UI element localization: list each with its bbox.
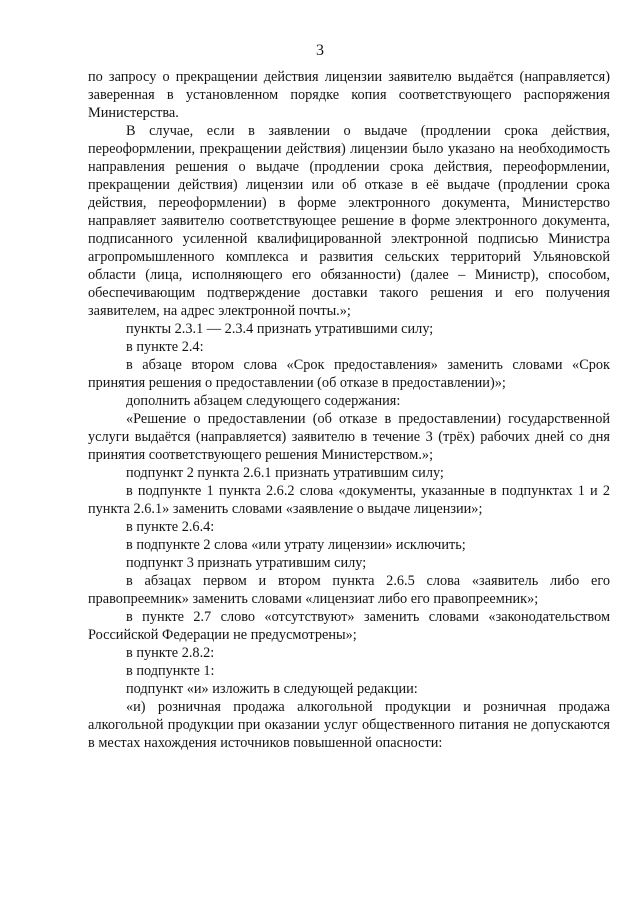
paragraph: В случае, если в заявлении о выдаче (продлении срока действия, переоформлении, прекращении действия) лицензии было указано на необходимость направления решения о выдаче (продлении срока действия, переоформлении, прекращении действия) лицензии или об отказе в её выдаче (продлении срока действия, переоформлении) в форме электронного документа, Министерство направляет заявителю соответствующее решение в форме электронного документа, подписанного усиленной квалифицированной электронной подписью Министра агропромышленного комплекса и развития сельских территорий Ульяновской области (лица, исполняющего его обязанности) (далее – Министр), способом, обеспечивающим подтверждение доставки такого решения и его получения заявителем, на адрес электронной почты.»; bbox=[88, 123, 610, 319]
paragraph: подпункт 2 пункта 2.6.1 признать утратившим силу; bbox=[126, 465, 444, 481]
paragraph: в пункте 2.4: bbox=[126, 339, 204, 355]
paragraph: «Решение о предоставлении (об отказе в предоставлении) государственной услуги выдаётся (направляется) заявителю в течение 3 (трёх) рабочих дней со дня принятия соответствующего решения Министерством.»; bbox=[88, 411, 610, 463]
paragraph: в пункте 2.7 слово «отсутствуют» заменить словами «законодательством Российской Федерации не предусмотрены»; bbox=[88, 609, 610, 643]
paragraph: в абзацах первом и втором пункта 2.6.5 слова «заявитель либо его правопреемник» заменить словами «лицензиат либо его правопреемник»; bbox=[88, 573, 610, 607]
paragraph: пункты 2.3.1 — 2.3.4 признать утратившими силу; bbox=[126, 321, 434, 337]
paragraph: в абзаце втором слова «Срок предоставления» заменить словами «Срок принятия решения о предоставлении (об отказе в предоставлении)»; bbox=[88, 357, 610, 391]
paragraph: подпункт 3 признать утратившим силу; bbox=[126, 555, 367, 571]
paragraph: подпункт «и» изложить в следующей редакции: bbox=[126, 681, 418, 697]
paragraph: в пункте 2.6.4: bbox=[126, 519, 215, 535]
paragraph: «и) розничная продажа алкогольной продукции и розничная продажа алкогольной продукции при оказании услуг общественного питания не допускаются в местах нахождения источников повышенной опасности: bbox=[88, 699, 610, 751]
document-body bbox=[88, 68, 610, 752]
paragraph: дополнить абзацем следующего содержания: bbox=[126, 393, 401, 409]
paragraph: в подпункте 1 пункта 2.6.2 слова «документы, указанные в подпунктах 1 и 2 пункта 2.6.1» заменить словами «заявление о выдаче лицензии»; bbox=[88, 483, 610, 517]
paragraph: в подпункте 2 слова «или утрату лицензии» исключить; bbox=[126, 537, 466, 553]
paragraph: в подпункте 1: bbox=[126, 663, 215, 679]
paragraph: по запросу о прекращении действия лицензии заявителю выдаётся (направляется) заверенная в установленном порядке копия соответствующего распоряжения Министерства. bbox=[88, 69, 610, 121]
page-number: 3 bbox=[316, 42, 324, 59]
paragraph: в пункте 2.8.2: bbox=[126, 645, 215, 661]
